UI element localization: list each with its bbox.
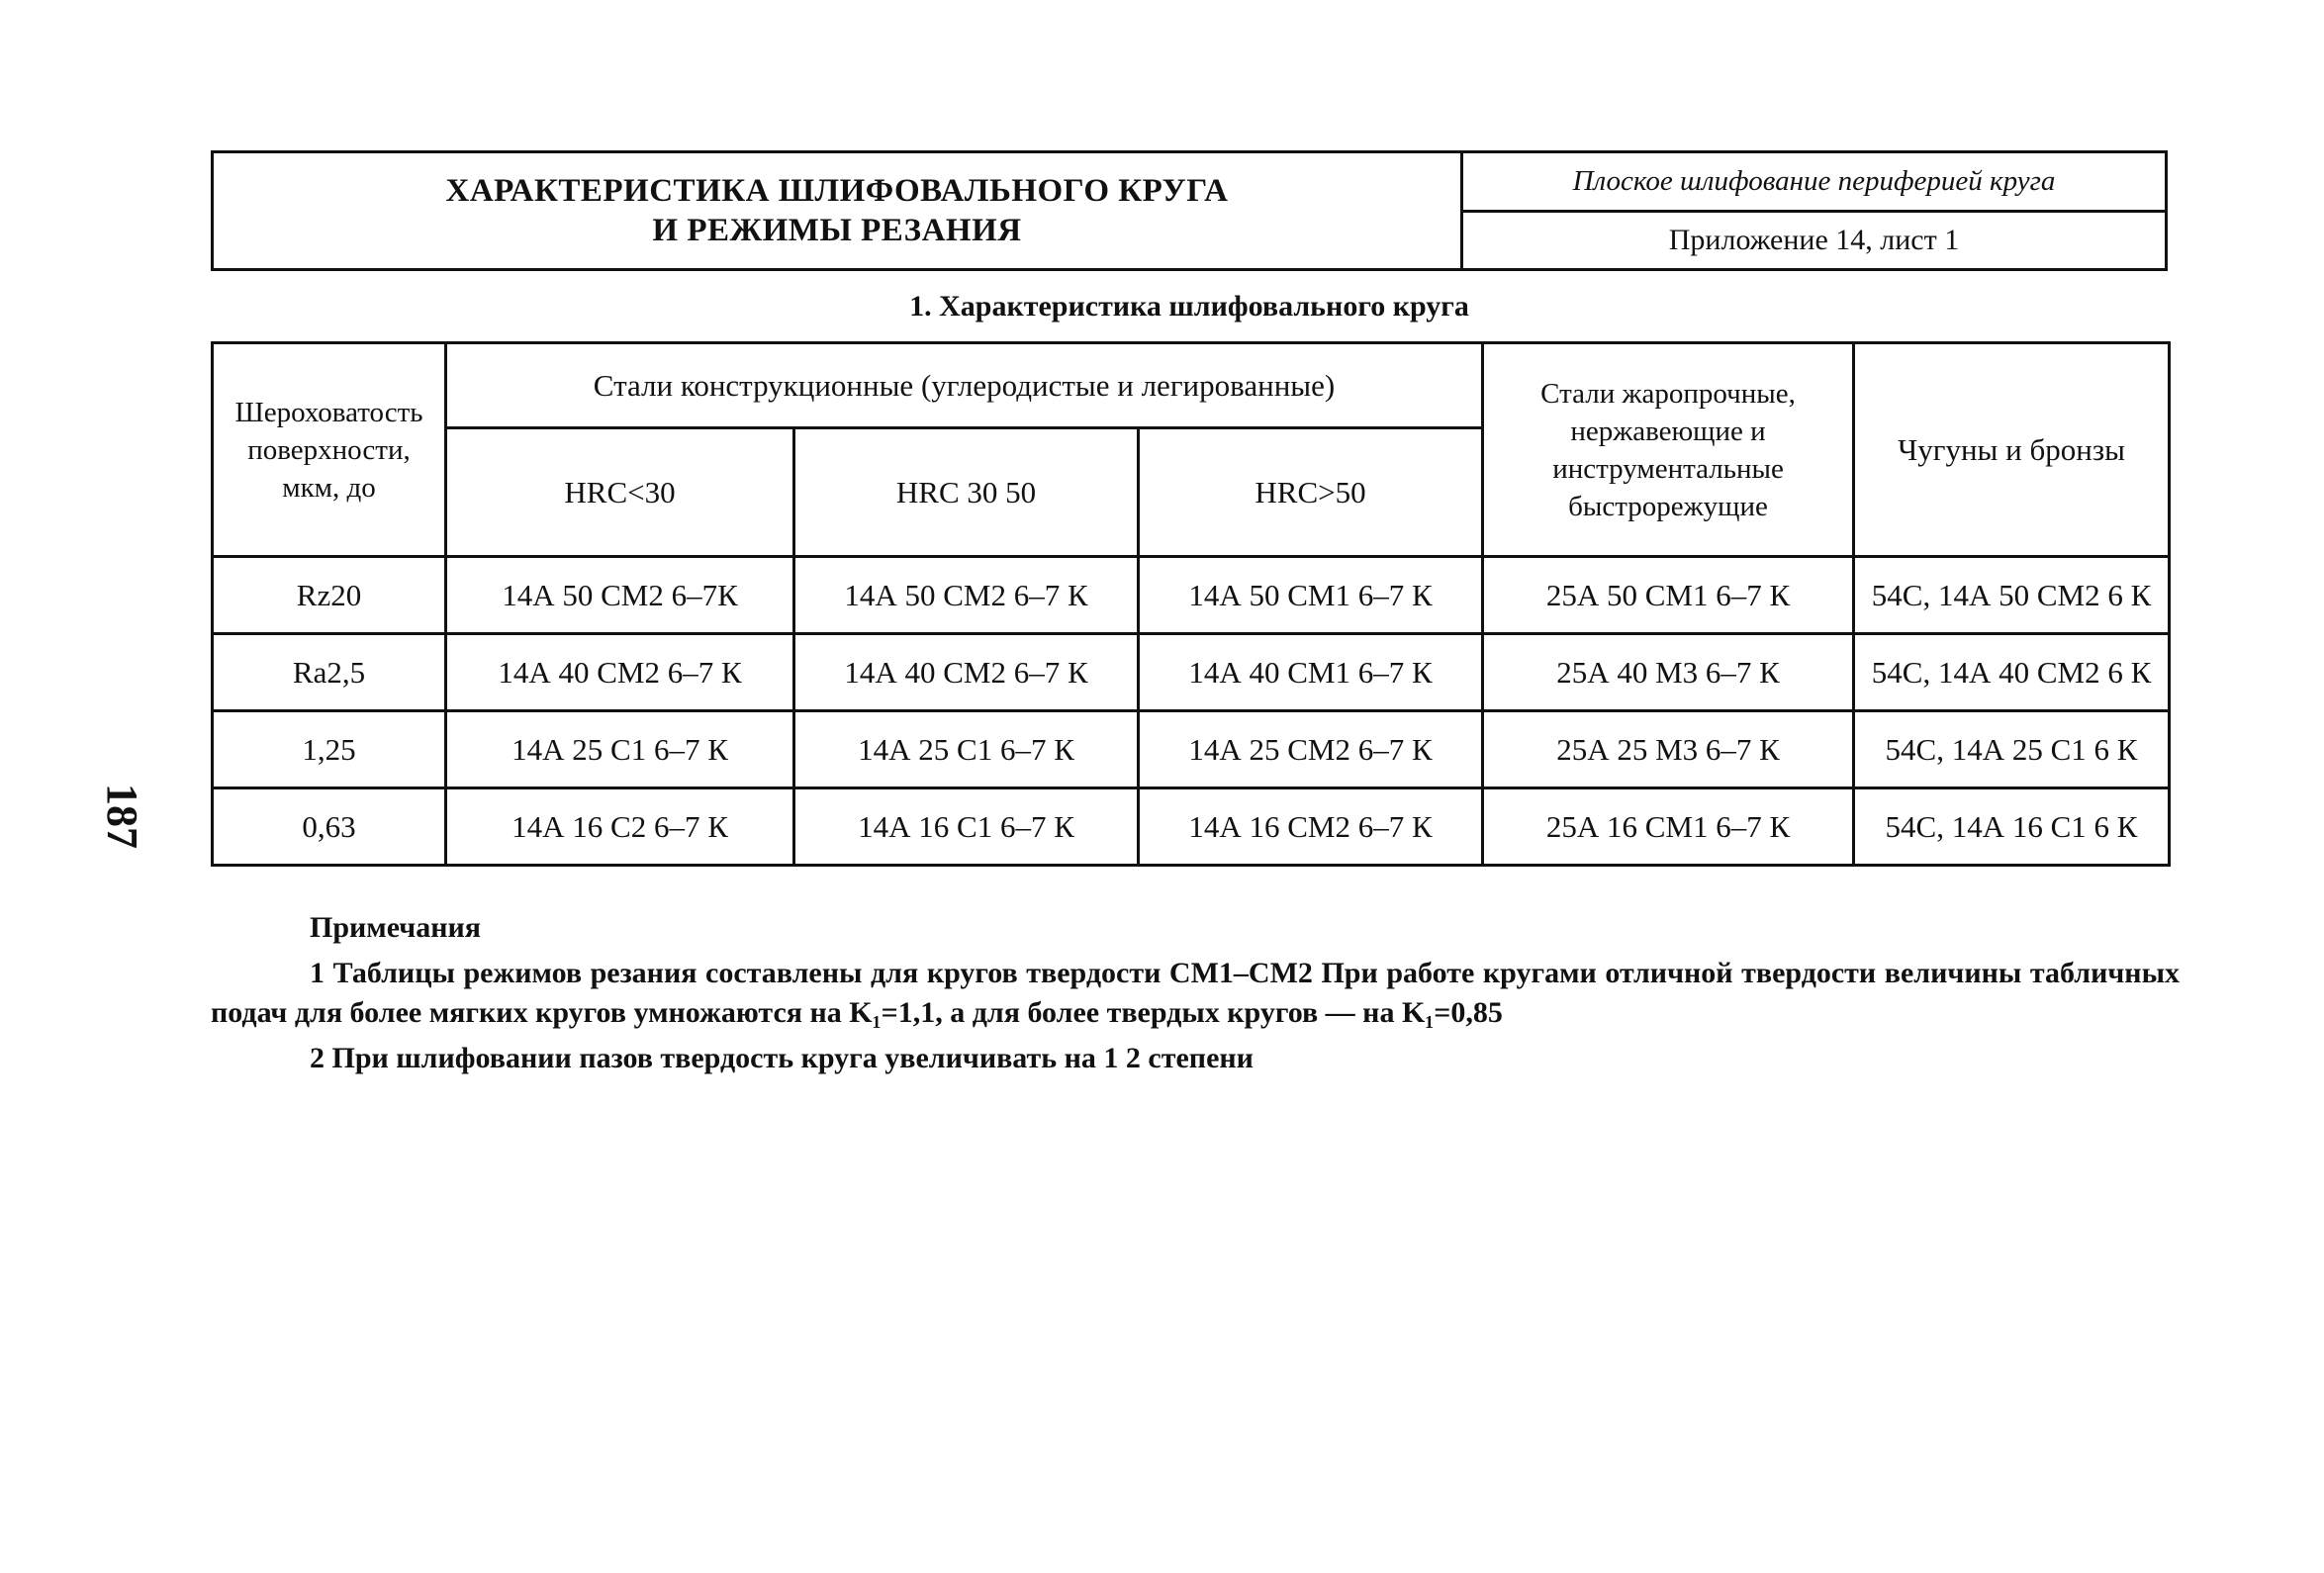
note-1: 1 Таблицы режимов резания составлены для кругов твердости СМ1–СМ2 При работе кругами отличной твердости величины табличных подач для более мягких кругов умножаются на K₁=1,1, а для более твердых кругов — на K₁=0,85 [211, 957, 2180, 1029]
notes-section [211, 908, 2180, 1084]
note-2: 2 При шлифовании пазов твердость круга увеличивать на 1 2 степени [310, 1042, 1254, 1074]
grinding-wheel-table [211, 341, 2171, 867]
header-title-line2: И РЕЖИМЫ РЕЗАНИЯ [652, 213, 1022, 248]
table-cell: Rz20 [213, 557, 446, 634]
header-heat-resistant-steels: Стали жаропрочные, нержавеющие и инструментальные быстрорежущие [1483, 343, 1854, 557]
table-cell: 1,25 [213, 711, 446, 788]
table-row [213, 711, 2170, 788]
header-right-panel [1463, 153, 2165, 268]
header-title-line1: ХАРАКТЕРИСТИКА ШЛИФОВАЛЬНОГО КРУГА [445, 173, 1229, 209]
header-structural-steels: Стали конструкционные (углеродистые и легированные) [446, 343, 1483, 428]
header-title [214, 153, 1463, 268]
header-hrc-lt30: HRC<30 [446, 428, 794, 557]
table-cell: 14А 16 С2 6–7 К [446, 788, 794, 866]
section-heading: 1. Характеристика шлифовального круга [909, 290, 1469, 323]
table-cell: 14А 25 С1 6–7 К [794, 711, 1139, 788]
notes-heading: Примечания [310, 911, 482, 944]
table-cell: 25А 16 СМ1 6–7 К [1483, 788, 1854, 866]
table-cell: 25А 40 М3 6–7 К [1483, 634, 1854, 711]
header-appendix: Приложение 14, лист 1 [1668, 224, 1960, 256]
table-cell: 14А 16 СМ2 6–7 К [1139, 788, 1483, 866]
table-row [213, 788, 2170, 866]
table-header-row-1 [213, 343, 2170, 428]
table-cell: 0,63 [213, 788, 446, 866]
table-cell: 54С, 14А 50 СМ2 6 К [1854, 557, 2170, 634]
table-cell: 14А 40 СМ2 6–7 К [446, 634, 794, 711]
header-cast-iron-bronze: Чугуны и бронзы [1854, 343, 2170, 557]
table-cell: 54С, 14А 16 С1 6 К [1854, 788, 2170, 866]
table-cell: 14А 40 СМ1 6–7 К [1139, 634, 1483, 711]
header-hrc-gt50: HRC>50 [1139, 428, 1483, 557]
table-cell: 14А 25 С1 6–7 К [446, 711, 794, 788]
table-cell: 14А 16 С1 6–7 К [794, 788, 1139, 866]
header-hrc-30-50: HRC 30 50 [794, 428, 1139, 557]
table-cell: 14А 50 СМ2 6–7 К [794, 557, 1139, 634]
table-cell: 25А 50 СМ1 6–7 К [1483, 557, 1854, 634]
table-row [213, 557, 2170, 634]
table-cell: 14А 40 СМ2 6–7 К [794, 634, 1139, 711]
document-header [211, 150, 2168, 271]
table-cell: Ra2,5 [213, 634, 446, 711]
page-number: 187 [98, 784, 146, 849]
table-cell: 54С, 14А 25 С1 6 К [1854, 711, 2170, 788]
table-row [213, 634, 2170, 711]
table-cell: 25А 25 М3 6–7 К [1483, 711, 1854, 788]
table-cell: 54С, 14А 40 СМ2 6 К [1854, 634, 2170, 711]
header-roughness: Шероховатость поверхности, мкм, до [213, 343, 446, 557]
table-cell: 14А 25 СМ2 6–7 К [1139, 711, 1483, 788]
table-cell: 14А 50 СМ2 6–7К [446, 557, 794, 634]
table-cell: 14А 50 СМ1 6–7 К [1139, 557, 1483, 634]
header-subtitle: Плоское шлифование периферией круга [1463, 153, 2165, 213]
